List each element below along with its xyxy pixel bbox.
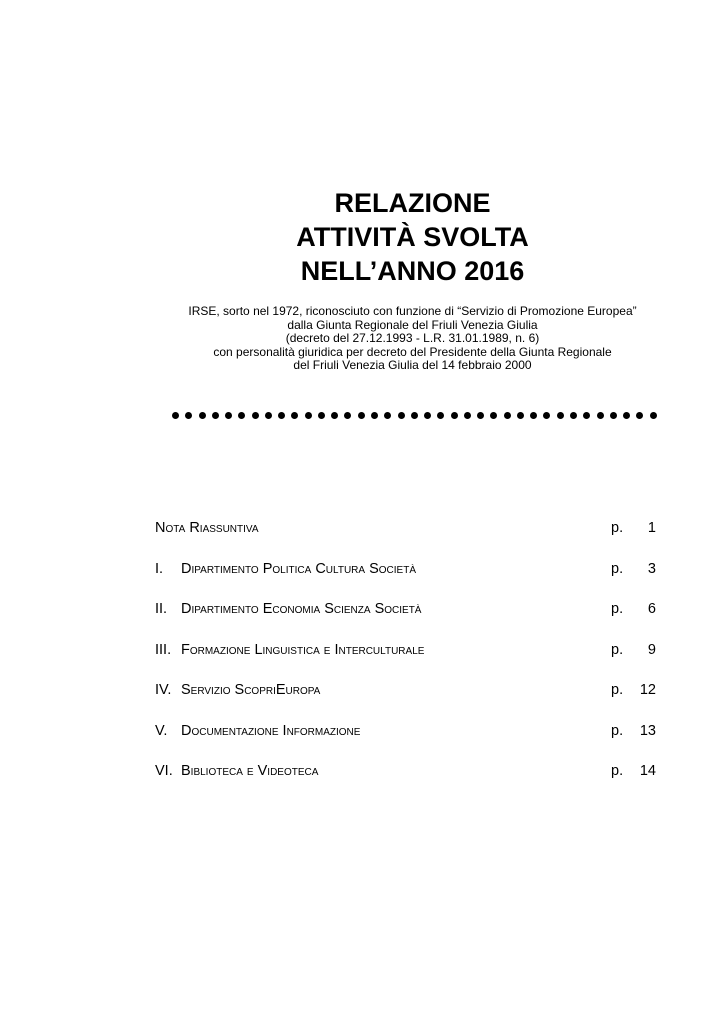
separator-dot — [490, 412, 497, 419]
separator-dot — [185, 412, 192, 419]
toc-page-number: 3 — [647, 560, 656, 577]
separator-dot — [451, 412, 458, 419]
toc-entry-title: Servizio ScopriEuropa — [181, 682, 321, 698]
title-line-3: NELL’ANNO 2016 — [300, 256, 525, 286]
separator-dot — [398, 412, 405, 419]
toc-entry-number: IV. — [155, 682, 172, 698]
separator-dot — [291, 412, 298, 419]
separator-dot — [238, 412, 245, 419]
toc-page-number: 13 — [639, 722, 656, 739]
separator-dot — [623, 412, 630, 419]
separator-dot — [636, 412, 643, 419]
toc-entry-number: VI. — [155, 763, 173, 779]
separator-dot — [278, 412, 285, 419]
separator-dot — [583, 412, 590, 419]
toc-page-prefix: p. — [611, 722, 624, 739]
subtitle-line-2: dalla Giunta Regionale del Friuli Venezia Giulia — [287, 317, 538, 332]
separator-dot — [212, 412, 219, 419]
toc-entry-title: Dipartimento Politica Cultura Società — [181, 560, 416, 577]
separator-dot — [358, 412, 365, 419]
toc-entry-number: II. — [155, 601, 168, 617]
separator-dot — [557, 412, 564, 419]
toc-entry-title: Nota Riassuntiva — [155, 520, 259, 536]
separator-dot — [570, 412, 577, 419]
separator-dot — [504, 412, 511, 419]
separator-dot — [437, 412, 444, 419]
toc-entry-number: III. — [155, 641, 172, 658]
separator-dot — [384, 412, 391, 419]
separator-dot — [530, 412, 537, 419]
separator-dot — [597, 412, 604, 419]
separator-dot — [517, 412, 524, 419]
toc-page-prefix: p. — [611, 560, 624, 577]
separator-dot — [424, 412, 431, 419]
toc-page-number: 1 — [647, 520, 656, 536]
toc-entry-title: Biblioteca e Videoteca — [181, 763, 319, 779]
toc-entry-economia[interactable] — [155, 599, 656, 619]
separator-dot — [331, 412, 338, 419]
table-of-contents — [155, 518, 656, 802]
toc-entry-nota-riassuntiva[interactable] — [155, 518, 656, 538]
toc-page-prefix: p. — [611, 601, 624, 617]
title-line-1: RELAZIONE — [334, 188, 491, 218]
dotted-separator — [172, 407, 657, 423]
toc-entry-number: V. — [155, 722, 168, 739]
separator-dot — [172, 412, 179, 419]
separator-dot — [650, 412, 657, 419]
toc-page-number: 14 — [639, 763, 656, 779]
toc-entry-title: Formazione Linguistica e Interculturale — [181, 641, 425, 658]
subtitle-line-4: con personalità giuridica per decreto del Presidente della Giunta Regionale — [213, 344, 612, 359]
separator-dot — [265, 412, 272, 419]
subtitle-line-1: IRSE, sorto nel 1972, riconosciuto con funzione di “Servizio di Promozione Europea” — [188, 304, 637, 318]
toc-entry-scoprieuropa[interactable] — [155, 680, 656, 700]
separator-dot — [199, 412, 206, 419]
separator-dot — [371, 412, 378, 419]
separator-dot — [610, 412, 617, 419]
toc-entry-biblioteca[interactable] — [155, 761, 656, 781]
toc-entry-number: I. — [155, 560, 164, 577]
toc-entry-formazione[interactable] — [155, 640, 656, 660]
separator-dot — [344, 412, 351, 419]
toc-page-prefix: p. — [611, 763, 624, 779]
separator-dot — [464, 412, 471, 419]
toc-entry-politica[interactable] — [155, 559, 656, 579]
toc-page-prefix: p. — [611, 641, 624, 658]
separator-dot — [225, 412, 232, 419]
separator-dot — [543, 412, 550, 419]
separator-dot — [477, 412, 484, 419]
separator-dot — [252, 412, 259, 419]
toc-entry-title: Dipartimento Economia Scienza Società — [181, 601, 422, 617]
toc-entry-title: Documentazione Informazione — [181, 722, 361, 739]
report-title — [170, 186, 655, 288]
toc-entry-documentazione[interactable] — [155, 721, 656, 741]
separator-dot — [318, 412, 325, 419]
separator-dot — [411, 412, 418, 419]
toc-page-number: 6 — [647, 601, 656, 617]
toc-page-number: 9 — [647, 641, 656, 658]
toc-page-prefix: p. — [611, 682, 624, 698]
institution-description — [150, 305, 675, 373]
toc-page-prefix: p. — [611, 520, 624, 536]
title-line-2: ATTIVITÀ SVOLTA — [296, 222, 529, 252]
separator-dot — [305, 412, 312, 419]
toc-page-number: 12 — [639, 682, 656, 698]
subtitle-line-3: (decreto del 27.12.1993 - L.R. 31.01.1989, n. 6) — [285, 331, 540, 345]
subtitle-line-5: del Friuli Venezia Giulia del 14 febbraio 2000 — [293, 358, 532, 372]
